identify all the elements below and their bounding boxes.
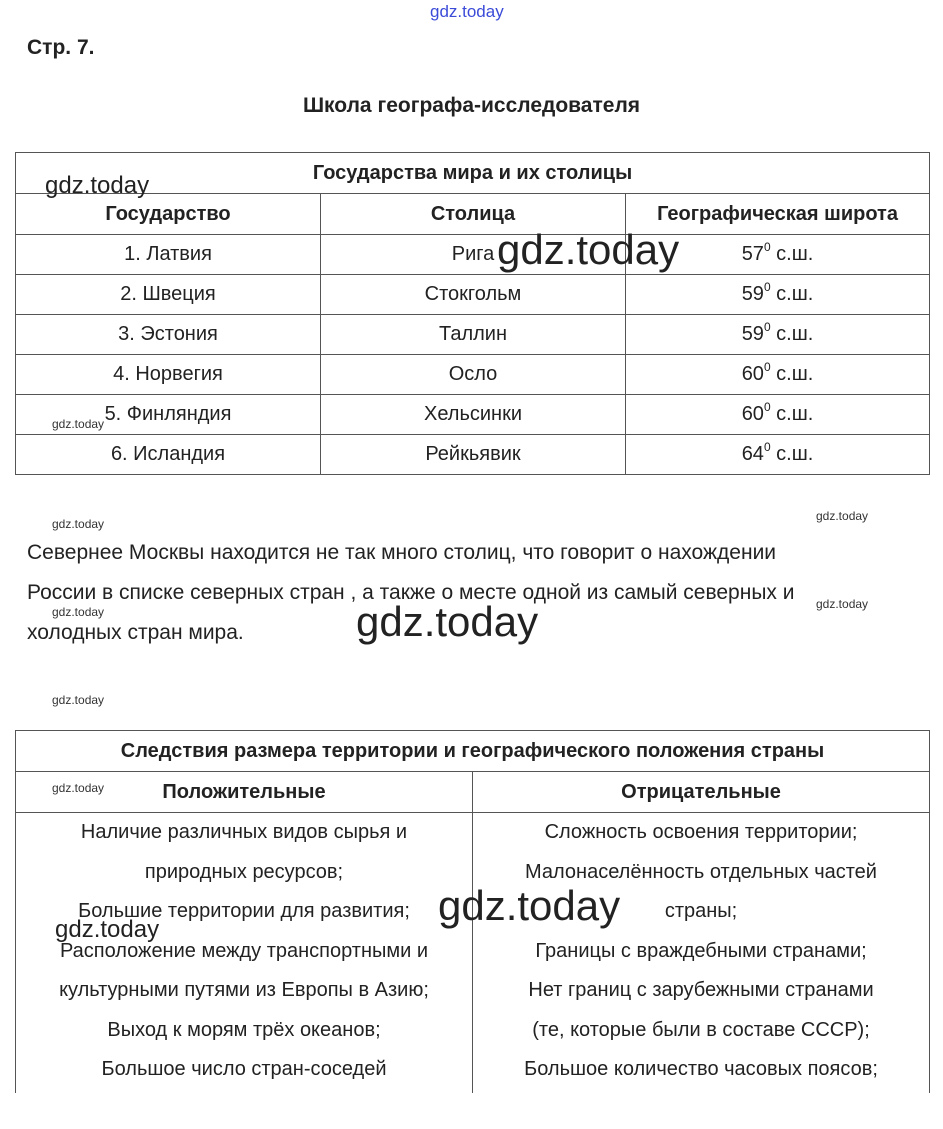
negative-item: Сложность освоения территории; [544, 821, 858, 843]
negative-item: Нет границ с зарубежными странами [528, 979, 874, 1001]
latitude-value: 60 [741, 363, 764, 385]
country-cell: 4. Норвегия [16, 355, 321, 395]
watermark: gdz.today [438, 882, 621, 929]
watermark: gdz.today [356, 598, 539, 645]
column-header-capital: Столица [321, 194, 626, 235]
country-cell: 3. Эстония [16, 315, 321, 355]
page-number: Стр. 7. [27, 36, 95, 59]
degree-mark: 0 [763, 320, 771, 334]
negative-item: страны; [664, 900, 738, 922]
watermark: gdz.today [497, 226, 680, 273]
latitude-cell [626, 395, 930, 435]
watermark: gdz.today [430, 2, 504, 21]
table-row [16, 355, 930, 395]
capitals-table-header-row [16, 194, 930, 235]
column-header-latitude: Географическая широта [626, 194, 930, 235]
capital-cell: Рейкьявик [321, 435, 626, 475]
country-cell: 6. Исландия [16, 435, 321, 475]
consequences-table-caption: Следствия размера территории и географического положения страны [16, 731, 930, 772]
negative-item: Большое количество часовых поясов; [524, 1058, 878, 1080]
watermark: gdz.today [52, 693, 105, 707]
degree-mark: 0 [763, 440, 771, 454]
positive-item: культурными путями из Европы в Азию; [59, 979, 429, 1001]
latitude-value: 57 [741, 243, 764, 265]
consequences-table-body-row [16, 813, 930, 1094]
capital-cell: Стокгольм [321, 275, 626, 315]
country-cell: 5. Финляндия [16, 395, 321, 435]
positive-item: Выход к морям трёх океанов; [107, 1018, 381, 1041]
latitude-value: 59 [741, 323, 764, 345]
country-cell: 2. Швеция [16, 275, 321, 315]
positive-item: Расположение между транспортными и [59, 939, 429, 962]
positive-item: Наличие различных видов сырья и [80, 821, 408, 843]
country-cell: 1. Латвия [16, 235, 321, 275]
page-title: Школа географа-исследователя [302, 94, 641, 117]
capitals-table-caption-row [16, 153, 930, 194]
degree-mark: 0 [763, 400, 771, 414]
capital-cell: Хельсинки [321, 395, 626, 435]
watermark: gdz.today [816, 597, 869, 611]
table-row [16, 235, 930, 275]
watermark: gdz.today [45, 172, 150, 199]
watermark: gdz.today [816, 509, 869, 523]
degree-mark: 0 [763, 280, 771, 294]
capital-cell: Рига [321, 235, 626, 275]
table-row [16, 395, 930, 435]
negative-item: (те, которые были в составе СССР); [532, 1018, 870, 1041]
column-header-negative: Отрицательные [473, 772, 930, 813]
positive-consequences-cell [16, 813, 473, 1094]
watermark: gdz.today [55, 916, 160, 943]
positive-item: Большие территории для развития; [78, 900, 410, 922]
capital-cell: Осло [321, 355, 626, 395]
negative-item: Границы с враждебными странами; [535, 939, 867, 962]
latitude-cell [626, 435, 930, 475]
table-row [16, 435, 930, 475]
capitals-table [15, 152, 930, 475]
latitude-cell [626, 315, 930, 355]
latitude-unit: с.ш. [770, 243, 814, 265]
latitude-unit: с.ш. [770, 323, 814, 345]
negative-consequences-cell [473, 813, 930, 1094]
latitude-cell [626, 355, 930, 395]
positive-item: Большое число стран-соседей [101, 1058, 387, 1080]
watermark: gdz.today [52, 605, 105, 619]
column-header-country: Государство [16, 194, 321, 235]
degree-mark: 0 [763, 360, 771, 374]
paragraph-line: России в списке северных стран , а также о месте одной из самый северных и [27, 581, 795, 604]
table-row [16, 275, 930, 315]
capitals-table-caption: Государства мира и их столицы [16, 153, 930, 194]
consequences-table-caption-row [16, 731, 930, 772]
latitude-unit: с.ш. [770, 283, 814, 305]
capital-cell: Таллин [321, 315, 626, 355]
positive-item: природных ресурсов; [144, 860, 344, 883]
latitude-unit: с.ш. [770, 443, 814, 465]
watermark: gdz.today [52, 417, 105, 431]
degree-mark: 0 [763, 240, 771, 254]
table-row [16, 315, 930, 355]
latitude-value: 60 [741, 403, 764, 425]
latitude-value: 64 [741, 443, 764, 465]
column-header-positive: Положительные [16, 772, 473, 813]
negative-item: Малонаселённость отдельных частей [525, 860, 877, 883]
consequences-table-header-row [16, 772, 930, 813]
paragraph-line: холодных стран мира. [27, 621, 244, 644]
watermark: gdz.today [52, 517, 105, 531]
paragraph-line: Севернее Москвы находится не так много столиц, что говорит о нахождении [27, 541, 777, 564]
latitude-value: 59 [741, 283, 764, 305]
latitude-unit: с.ш. [770, 403, 814, 425]
latitude-unit: с.ш. [770, 363, 814, 385]
watermark: gdz.today [52, 781, 105, 795]
latitude-cell [626, 275, 930, 315]
